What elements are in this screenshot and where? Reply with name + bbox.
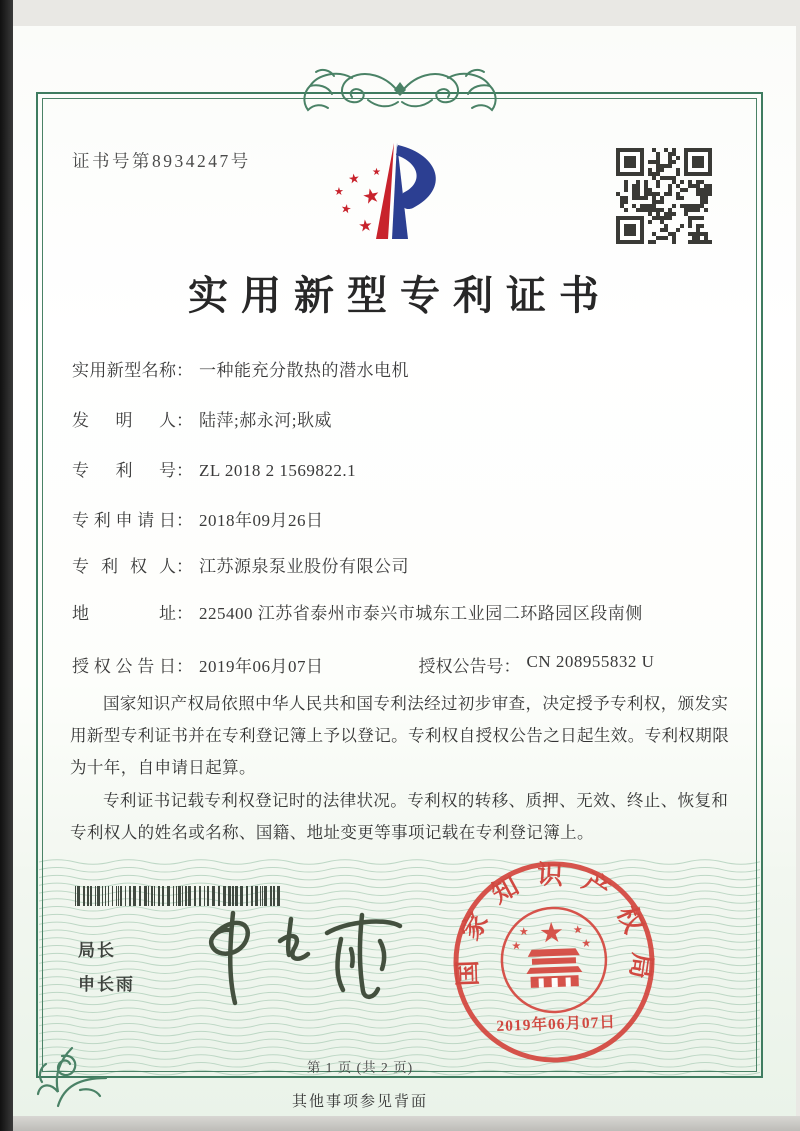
certificate-title: 实用新型专利证书: [188, 273, 612, 318]
seal-date: 2019年06月07日: [496, 1013, 617, 1036]
field-value: 江苏源泉泵业股份有限公司: [199, 557, 409, 576]
svg-text:★: ★: [339, 200, 353, 217]
field-row-application-date: [72, 508, 324, 534]
field-label: 发明人: [72, 411, 176, 430]
field-label: 专利申请日: [72, 511, 176, 530]
field-row-patent-number: [72, 458, 356, 484]
field-value: 一种能充分散热的潜水电机: [199, 361, 409, 380]
photo-edge-bottom: [13, 1116, 800, 1131]
field-value: 2018年09月26日: [199, 511, 324, 530]
field-colon: ：: [176, 557, 193, 576]
page-number: 第 1 页 (共 2 页): [306, 1060, 414, 1075]
grant-number-value: CN 208955832 U: [526, 652, 655, 671]
field-colon: ：: [176, 511, 193, 530]
svg-text:★: ★: [347, 171, 361, 188]
field-row-inventor: [72, 408, 332, 434]
back-side-note: 其他事项参见背面: [291, 1094, 428, 1110]
certificate-number: 证书号第8934247号: [72, 151, 251, 171]
svg-text:★: ★: [372, 167, 381, 178]
grant-number-group: [419, 652, 655, 677]
field-value: ZL 2018 2 1569822.1: [199, 461, 357, 480]
field-row-patentee: [72, 554, 409, 580]
qr-code-icon: [616, 148, 712, 244]
svg-text:★: ★: [581, 936, 592, 951]
field-value: 陆萍;郝永河;耿威: [199, 411, 332, 430]
field-label: 专利号: [72, 461, 176, 480]
svg-text:★: ★: [334, 185, 344, 198]
field-label: 地址: [72, 604, 176, 623]
svg-text:★: ★: [359, 182, 383, 210]
grant-row: [72, 652, 654, 677]
handwritten-signature: [188, 903, 413, 1011]
svg-text:★: ★: [572, 922, 583, 937]
legal-paragraph-2: 专利证书记载专利权登记时的法律状况。专利权的转移、质押、无效、终止、恢复和专利权人的姓名或名称、国籍、地址变更等事项记载在专利登记簿上。: [70, 790, 729, 842]
field-label: 实用新型名称: [72, 361, 176, 380]
cnipa-logo-icon: [318, 133, 482, 251]
field-colon: ：: [176, 361, 193, 380]
grant-number-label: 授权公告号: [418, 657, 504, 676]
grant-date-label: 授权公告日: [72, 657, 176, 676]
field-colon: ：: [176, 461, 193, 480]
field-colon: ：: [176, 411, 193, 430]
field-colon: ：: [503, 657, 521, 676]
field-label: 专利权人: [72, 557, 176, 576]
svg-text:★: ★: [518, 924, 530, 939]
field-colon: ：: [176, 657, 193, 676]
legal-text: [70, 688, 734, 849]
grant-date-value: 2019年06月07日: [199, 657, 324, 676]
field-value: 225400 江苏省泰州市泰兴市城东工业园二环路园区段南侧: [199, 604, 643, 623]
svg-text:★: ★: [538, 915, 565, 950]
photo-edge-left: [0, 0, 13, 1131]
field-row-name: [72, 358, 409, 384]
legal-paragraph-1: 国家知识产权局依照中华人民共和国专利法经过初步审查，决定授予专利权，颁发实用新型专利证书并在专利登记簿上予以登记。专利权自授权公告之日起生效。专利权期限为十年，自申请日起算。: [70, 694, 730, 778]
svg-text:★: ★: [357, 215, 374, 236]
field-colon: ：: [176, 604, 193, 623]
commissioner-title: 局长: [78, 941, 116, 960]
seal-text: 国家知识产权局: [452, 860, 658, 998]
commissioner-name: 申长雨: [78, 975, 135, 994]
official-seal-icon: [444, 852, 663, 1071]
svg-text:★: ★: [511, 939, 522, 953]
dragon-ornament-icon: [288, 64, 512, 120]
field-row-address: [72, 601, 657, 627]
